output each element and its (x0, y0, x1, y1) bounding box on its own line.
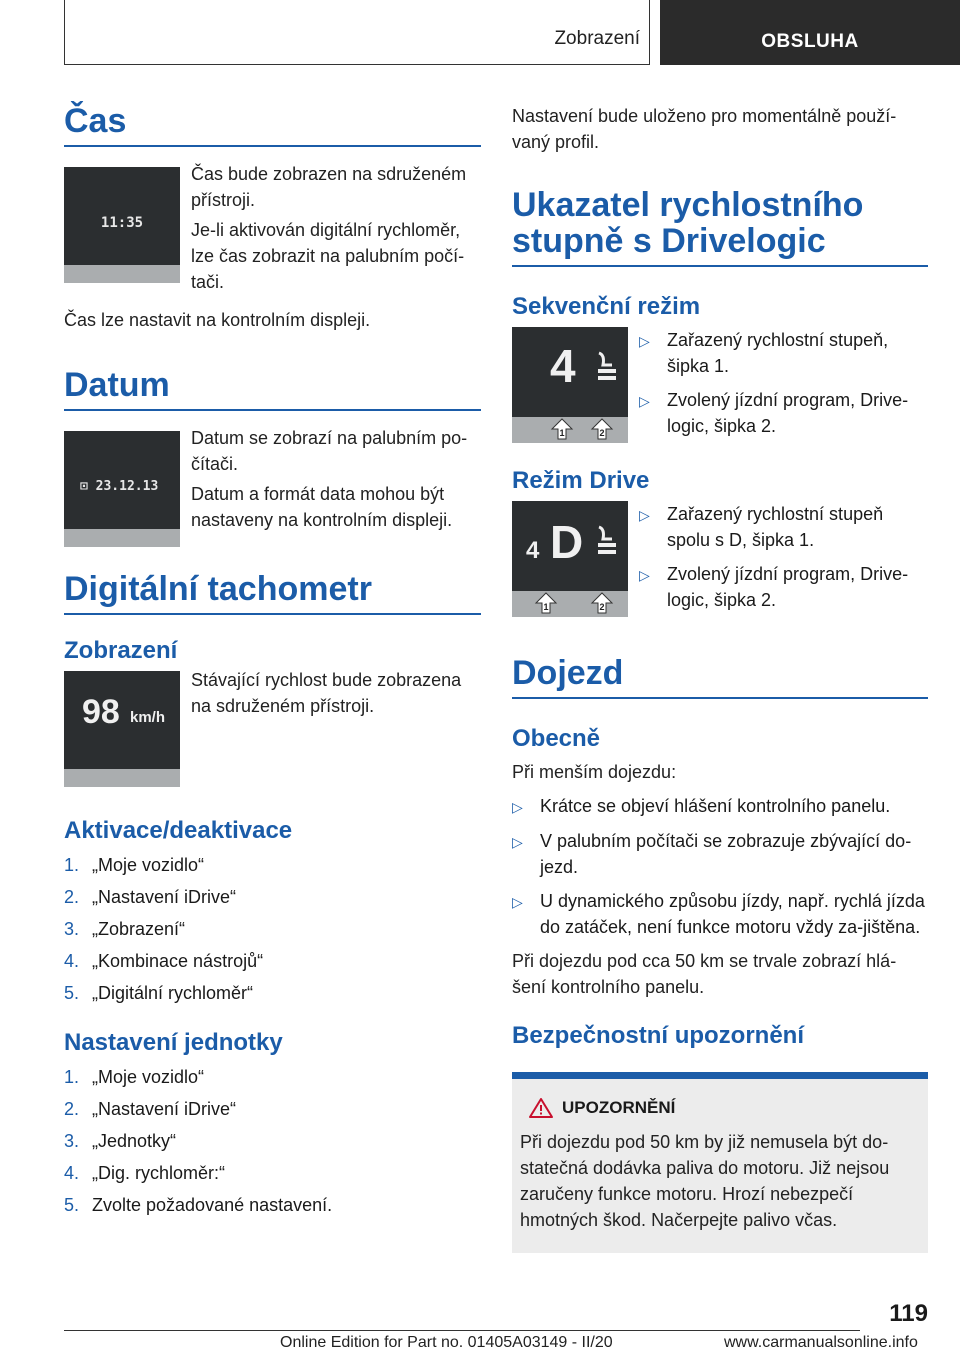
arrow-up-icon (590, 591, 614, 615)
step-number: 1. (64, 1067, 80, 1087)
gear-indicator: 4 (550, 340, 576, 392)
drive-gear-image (512, 501, 628, 617)
list-item (64, 881, 481, 913)
drive-mode-indicator: D (550, 516, 584, 568)
list-item-text: Zvolený jízdní program, Drive-logic, šipka 2. (667, 564, 909, 610)
list-item (639, 387, 928, 439)
header-divider-left (64, 0, 65, 65)
arrow-label-2: 2 (599, 428, 605, 438)
drive-list (639, 501, 928, 621)
step-text: „Moje vozidlo“ (92, 855, 205, 875)
warning-title: UPOZORNĚNÍ (562, 1098, 676, 1117)
triangle-right-icon: ▷ (512, 799, 523, 815)
step-text: „Nastavení iDrive“ (92, 887, 237, 907)
list-item (64, 1189, 481, 1221)
heading-sekvencni: Sekvenční režim (512, 293, 701, 320)
dojezd-paragraph: Při dojezdu pod cca 50 km se trvale zobrazí hlá-šení kontrolního panelu. (512, 951, 897, 997)
cas-block (64, 164, 481, 295)
datum-display-value: 23.12.13 (95, 479, 159, 494)
aktivace-steps (64, 849, 481, 1009)
step-number: 4. (64, 1163, 80, 1183)
drive-block (512, 501, 928, 621)
triangle-right-icon: ▷ (512, 834, 523, 850)
cas-paragraph-2: Je-li aktivován digitální rychloměr, lze čas zobrazit na palubním počí-tači. (191, 220, 465, 292)
heading-datum: Datum (64, 367, 481, 411)
warning-triangle-icon (528, 1097, 554, 1119)
dojezd-list (512, 793, 928, 940)
heading-ukazatel: Ukazatel rychlostního stupně s Drivelogic (512, 187, 928, 267)
speed-display-image (64, 671, 180, 787)
step-number: 3. (64, 919, 80, 939)
cas-display-image (64, 167, 180, 283)
drivelogic-program-icon (596, 525, 618, 559)
list-item (64, 849, 481, 881)
warning-content (512, 1079, 928, 1253)
datum-display-image (64, 431, 180, 547)
step-text: „Jednotky“ (92, 1131, 177, 1151)
triangle-right-icon: ▷ (639, 393, 650, 409)
footer-watermark: www.carmanualsonline.info (724, 1334, 918, 1351)
list-item-text: Krátce se objeví hlášení kontrolního panelu. (540, 796, 891, 816)
heading-zobrazeni: Zobrazení (64, 637, 178, 664)
list-item-text: U dynamického způsobu jízdy, např. rychlá jízda do zatáček, není funkce motoru vždy za-jištěna. (540, 891, 925, 937)
footer-edition: Online Edition for Part no. 01405A03149 - II/20 (280, 1334, 613, 1351)
list-item-text: Zvolený jízdní program, Drive-logic, šipka 2. (667, 390, 909, 436)
gear-indicator-small: 4 (526, 537, 540, 564)
triangle-right-icon: ▷ (512, 894, 523, 910)
jednotky-steps (64, 1061, 481, 1221)
triangle-right-icon: ▷ (639, 507, 650, 523)
arrow-label-1: 1 (559, 428, 565, 438)
step-number: 1. (64, 855, 80, 875)
list-item (639, 327, 928, 379)
sequential-gear-image (512, 327, 628, 443)
step-number: 5. (64, 983, 80, 1003)
footer-rule (64, 1330, 860, 1331)
step-text: „Digitální rychloměr“ (92, 983, 254, 1003)
step-text: „Dig. rychloměr:“ (92, 1163, 226, 1183)
cas-paragraph-1: Čas bude zobrazen na sdruženém přístroji. (191, 164, 467, 210)
datum-block (64, 428, 481, 547)
warning-text: Při dojezdu pod 50 km by již nemusela být do-statečná dodávka paliva do motoru. Již nejsou zaručeny funkce motoru. Hrozí nebezpečí hmotných škod. Načerpejte palivo včas. (520, 1132, 890, 1230)
speed-display-value: 98 (82, 693, 120, 731)
step-text: „Zobrazení“ (92, 919, 186, 939)
warning-box (512, 1072, 928, 1253)
sekvencni-list (639, 327, 928, 447)
warning-header (528, 1097, 918, 1119)
list-item (64, 1125, 481, 1157)
profile-note: Nastavení bude uloženo pro momentálně použí-vaný profil. (512, 106, 897, 152)
speed-display-unit: km/h (130, 709, 166, 726)
triangle-right-icon: ▷ (639, 567, 650, 583)
step-text: „Nastavení iDrive“ (92, 1099, 237, 1119)
list-item-text: Zařazený rychlostní stupeň, šipka 1. (667, 330, 889, 376)
drivelogic-program-icon (596, 351, 618, 385)
step-number: 5. (64, 1195, 80, 1215)
list-item (639, 561, 928, 613)
heading-tachometr: Digitální tachometr (64, 571, 481, 615)
step-number: 3. (64, 1131, 80, 1151)
list-item-text: V palubním počítači se zobrazuje zbývající do-jezd. (540, 831, 912, 877)
datum-paragraph-1: Datum se zobrazí na palubním po-čítači. (191, 428, 468, 474)
heading-aktivace: Aktivace/deaktivace (64, 817, 293, 844)
heading-dojezd: Dojezd (512, 655, 928, 699)
datum-display-date (80, 479, 158, 494)
calendar-icon: ⊡ (80, 479, 96, 494)
list-item (512, 888, 928, 940)
header-section: Zobrazení (554, 28, 640, 49)
heading-cas: Čas (64, 103, 481, 147)
list-item (512, 828, 928, 880)
arrow-label-1: 1 (543, 602, 549, 612)
list-item (64, 913, 481, 945)
cas-paragraph-3: Čas lze nastavit na kontrolním displeji. (64, 310, 371, 330)
list-item (64, 977, 481, 1009)
warning-bar (512, 1072, 928, 1079)
list-item-text: Zařazený rychlostní stupeň spolu s D, šipka 1. (667, 504, 884, 550)
step-number: 2. (64, 1099, 80, 1119)
list-item (639, 501, 928, 553)
step-number: 4. (64, 951, 80, 971)
header-rule (64, 64, 650, 65)
step-text: „Kombinace nástrojů“ (92, 951, 264, 971)
page-number: 119 (889, 1300, 928, 1327)
heading-bezpecnostni: Bezpečnostní upozornění (512, 1022, 805, 1049)
step-text: „Moje vozidlo“ (92, 1067, 205, 1087)
header-chapter: OBSLUHA (660, 0, 960, 65)
list-item (64, 1093, 481, 1125)
arrow-label-2: 2 (599, 602, 605, 612)
datum-paragraph-2: Datum a formát data mohou být nastaveny na kontrolním displeji. (191, 484, 453, 530)
left-column (64, 95, 481, 1221)
heading-drive: Režim Drive (512, 467, 650, 494)
list-item (64, 945, 481, 977)
dojezd-lead: Při menším dojezdu: (512, 762, 677, 782)
tacho-paragraph-1: Stávající rychlost bude zobrazena na sdruženém přístroji. (191, 670, 462, 716)
list-item (512, 793, 928, 820)
heading-obecne: Obecně (512, 725, 601, 752)
arrow-up-icon (590, 417, 614, 441)
arrow-up-icon (534, 591, 558, 615)
step-number: 2. (64, 887, 80, 907)
cas-display-time: 11:35 (100, 215, 144, 231)
sekvencni-block (512, 327, 928, 447)
arrow-up-icon (550, 417, 574, 441)
header-divider-mid (649, 0, 650, 65)
heading-jednotky: Nastavení jednotky (64, 1029, 283, 1056)
right-column (512, 95, 928, 1253)
list-item (64, 1157, 481, 1189)
list-item (64, 1061, 481, 1093)
tacho-block (64, 671, 481, 787)
step-text: Zvolte požadované nastavení. (92, 1195, 333, 1215)
triangle-right-icon: ▷ (639, 333, 650, 349)
